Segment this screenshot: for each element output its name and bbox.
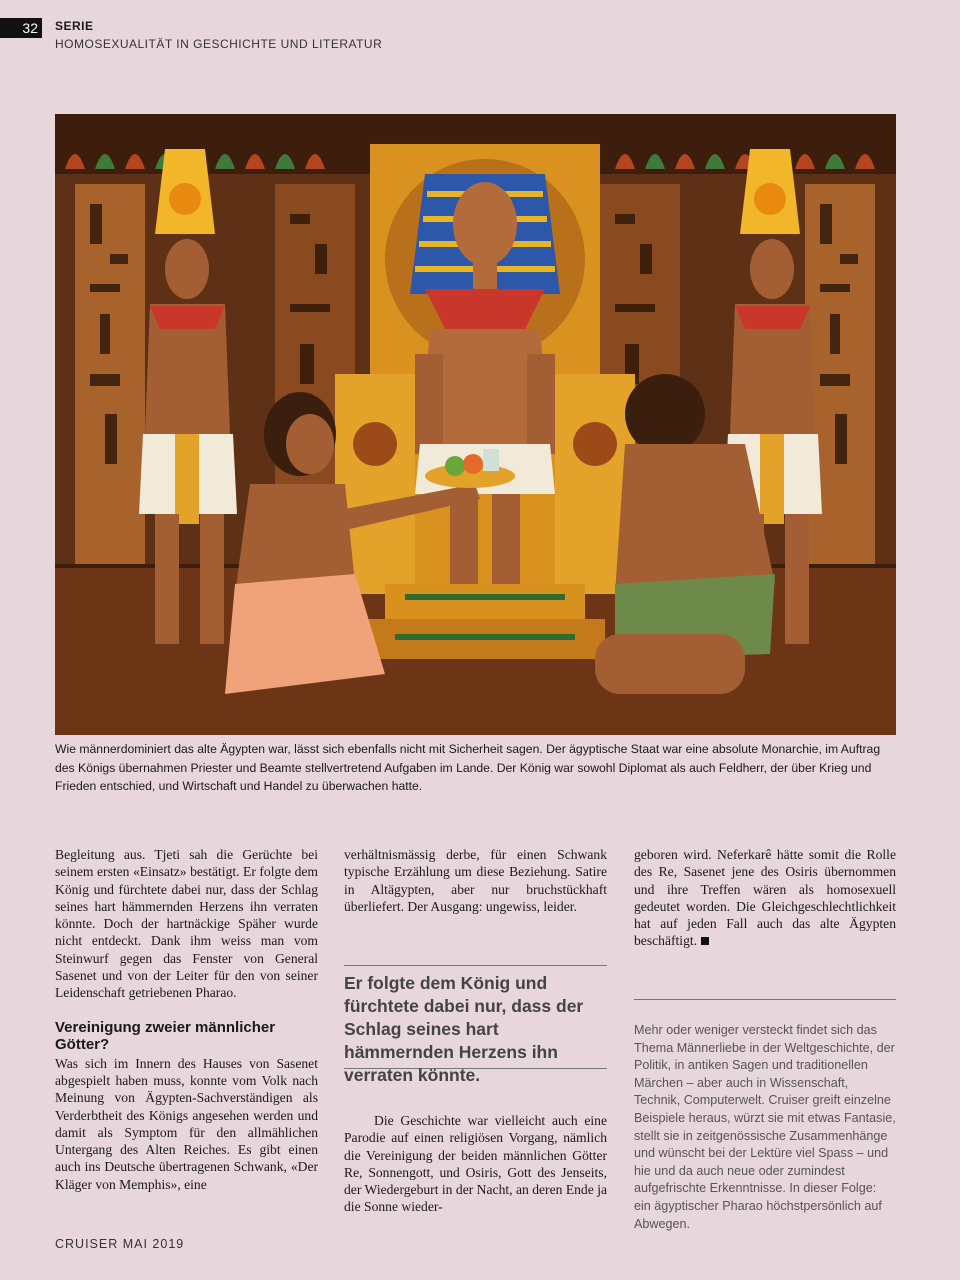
end-mark-icon [701,937,709,945]
paragraph [634,846,896,950]
paragraph: Was sich im Innern des Hauses von Sasenet abgespielt haben muss, konnte vom Volk nach Meinung von Ägypten-Sachverständigen als Verderbtheit des Königs angesehen werden und damit als Symptom für den allmählichen Untergang des Alten Reiches. Es gibt einen auch ins Deutsche übertragenen Schwank, «Der Kläger von Memphis», eine [55,1055,318,1192]
pharaoh-throne-illustration [55,114,896,735]
column-2-lower [344,1112,607,1216]
column-1 [55,846,318,1193]
column-3 [634,846,896,950]
divider [634,999,896,1000]
image-caption: Wie männerdominiert das alte Ägypten war, lässt sich ebenfalls nicht mit Sicherheit sagen. Der ägyptische Staat war eine absolute Monarchie, im Auftrag des Königs übernahmen Priester und Beamte stellvertretend Aufgaben im Lande. Der König war sowohl Diplomat als auch Feldherr, der über Krieg und Frieden entschied, und Wirtschaft und Handel zu überwachen hatte. [55,742,881,793]
paragraph: Begleitung aus. Tjeti sah die Gerüchte bei seinem ersten «Einsatz» bestätigt. Er folgte dem König und fürchtete dabei nur, dass der Schlag seines hart hämmernden Herzens ihn verraten könnte. Doch der hartnäckige Späher wurde nicht entdeckt. Dank ihm weiss man vom Steinwurf gegen das Fenster von General Sasenet und von der Leiter für den von seiner Leidenschaft getriebenen Pharao. [55,847,318,1001]
series-label: SERIE [55,19,94,33]
series-subtitle: HOMOSEXUALITÄT IN GESCHICHTE UND LITERATUR [55,37,383,51]
page-number: 32 [0,18,42,38]
footer-issue: CRUISER MAI 2019 [55,1237,185,1251]
paragraph: Die Geschichte war vielleicht auch eine Parodie auf einen religiösen Vorgang, nämlich die Vereinigung der beiden männlichen Götter Re, Sonnengott, und Osiris, Gott des Jenseits, der Wiedergeburt in der Nacht, an deren Ende ja die Sonne wieder- [344,1113,607,1215]
section-subheading: Vereinigung zweier männlicher Götter? [55,1018,276,1053]
paragraph-text: geboren wird. Neferkarê hätte somit die Rolle des Re, Sasenet jene des Osiris übernommen und ihre Treffen wären als homosexuell gedeutet worden. Die Gleichgeschlechtlichkeit hat auf jeden Fall auch das alte Ägypten beschäftigt. [634,847,896,949]
pull-quote: Er folgte dem König und fürchtete dabei nur, dass der Schlag seines hart hämmernden Herzens ihn verraten könnte. [344,965,607,1069]
column-2 [344,846,607,915]
series-info-box: Mehr oder weniger versteckt findet sich das Thema Männerliebe in der Weltgeschichte, der Politik, in antiken Sagen und traditionellen Märchen – aber auch in Wissenschaft, Technik, Computerwelt. Cruiser greift einzelne Beispiele heraus, würzt sie mit etwas Fantasie, stellt sie in zeitgenössische Zusammenhänge und wünscht bei der Lektüre viel Spass – und hie und da auch neue oder zumindest aufgefrischte Erkenntnisse. In dieser Folge: ein ägyptischer Pharao höchstpersönlich auf Abwegen. [634,1023,896,1231]
paragraph: verhältnismässig derbe, für einen Schwank typische Erzählung um diese Beziehung. Satire in Altägypten, aber nur bruchstückhaft überliefert. Der Ausgang: ungewiss, leider. [344,847,607,914]
